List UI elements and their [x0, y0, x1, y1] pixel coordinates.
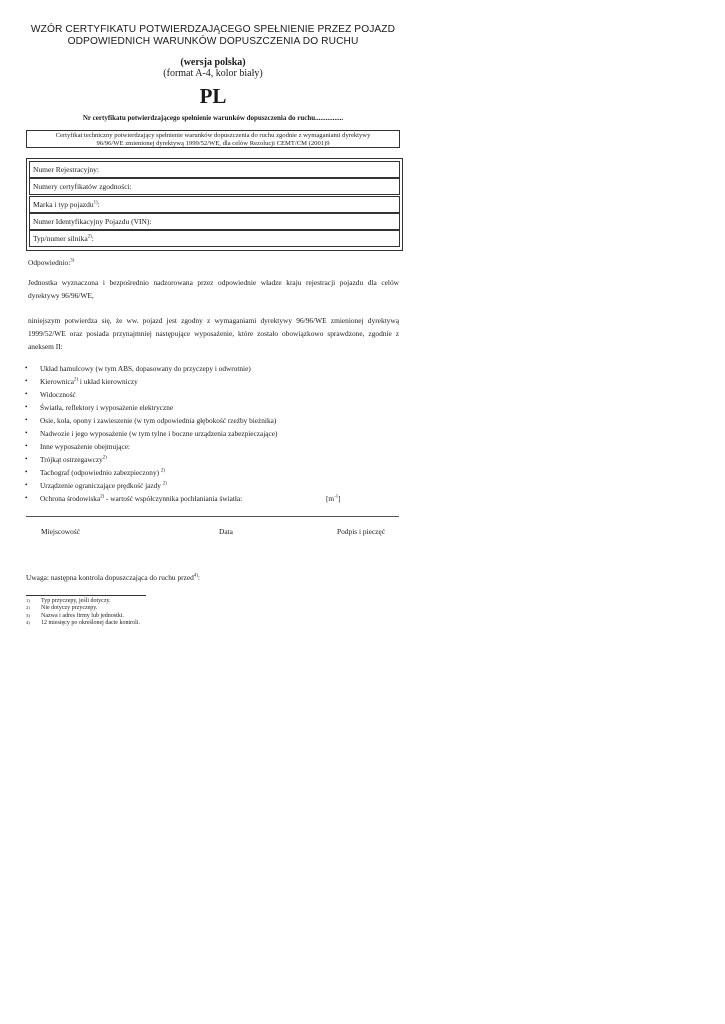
footnote-text: Nie dotyczy przyczepy.: [41, 605, 98, 612]
footnote-ref: 2): [160, 468, 165, 474]
list-item-text: Osie, koła, opony i zawieszenie (w tym odpowiednia głębokość rzeźby bieżnika): [40, 416, 277, 425]
list-item: [25, 427, 405, 440]
list-item: [25, 414, 405, 427]
list-item-text-after: i układ kierowniczy: [78, 377, 138, 386]
unit-end: ]: [338, 494, 341, 503]
version-info: [26, 57, 400, 79]
list-item-text: Ochrona środowiska: [40, 494, 101, 503]
field-label: Marka i typ pojazdu: [33, 199, 94, 209]
bullet-icon: •: [25, 468, 28, 476]
technical-box-line-2: 96/96/WE zmienionej dyrektywą 1999/52/WE, dla celów Rezolucji CEMT/CM (2001)9: [96, 140, 330, 147]
bullet-icon: •: [25, 377, 28, 385]
title-line-2: ODPOWIEDNICH WARUNKÓW DOPUSZCZENIA DO RUCHU: [67, 35, 359, 47]
footnote-item: [26, 620, 326, 627]
footnote-ref: 2): [100, 494, 105, 500]
footnote-number: 2): [26, 605, 30, 611]
list-item: [25, 388, 405, 401]
field-conformity-certificates[interactable]: [29, 178, 400, 195]
footnote-ref: 2): [102, 455, 107, 461]
format-label: (format A-4, kolor biały): [163, 68, 263, 79]
signature-divider: [26, 516, 399, 517]
footnotes: [26, 598, 326, 627]
note-text: Uwaga: następna kontrola dopuszczająca do ruchu przed: [26, 573, 194, 582]
list-item: [25, 375, 405, 388]
list-item-text-after: - wartość współczynnika pochłaniania światła:: [104, 494, 243, 503]
list-item-text: Trójkąt ostrzegawczy: [40, 455, 103, 464]
technical-box-line-1: Certyfikat techniczny potwierdzający spełnienie warunków dopuszczenia do ruchu zgodnie z wymaganiami dyrektywy: [55, 132, 371, 139]
paragraph-confirmation: niniejszym potwierdza się, że ww. pojazd jest zgodny z wymaganiami dyrektywy 96/96/WE zmienionej dyrektywą 1999/52/WE oraz posiada przynajmniej następujące wyposażenie, które zostało obowiązkowo sprawdzone, zgodnie z aneksem II:: [28, 316, 399, 351]
field-label: Numer Rejestracyjny:: [33, 165, 100, 174]
version-label: (wersja polska): [180, 57, 246, 68]
certificate-number: Nr certyfikatu potwierdzającego spełnienie warunków dopuszczenia do ruchu................: [82, 114, 344, 122]
list-item: [25, 492, 405, 505]
field-label: Typ/numer silnika: [33, 234, 88, 244]
bullet-icon: •: [25, 442, 28, 450]
footnote-ref: 3): [70, 258, 75, 264]
equipment-list: [25, 362, 405, 505]
list-item: [25, 479, 405, 492]
country-code: PL: [199, 84, 227, 108]
field-vehicle-make-type[interactable]: [29, 196, 400, 213]
field-label-suffix: :: [91, 234, 94, 244]
footnote-text: Nazwa i adres firmy lub jednostki.: [41, 612, 124, 619]
bullet-icon: •: [25, 455, 28, 463]
footnote-text: Typ przyczepy, jeśli dotyczy.: [41, 598, 111, 604]
list-item: [25, 453, 405, 466]
paragraph-designated-body: Jednostka wyznaczona i bezpośrednio nadzorowana przez odpowiednie władze kraju rejestracji pojazdu dla celów dyrektywy 96/96/WE,: [28, 278, 399, 300]
list-item-text: Kierownica: [40, 377, 75, 386]
unit-exponent: -1: [334, 494, 339, 500]
list-item-text: Inne wyposażenie obejmujące:: [40, 442, 130, 451]
list-item: [25, 401, 405, 414]
list-item-text: Światła, reflektory i wyposażenie elektryczne: [40, 403, 174, 412]
footnote-number: 3): [26, 612, 30, 618]
footnote-ref: 4): [193, 573, 198, 579]
footnote-number: 4): [26, 619, 30, 625]
odpowiednio-label: [28, 258, 74, 268]
signature-sign-stamp: Podpis i pieczęć: [337, 527, 386, 536]
footnote-item: [26, 598, 326, 605]
unit-label: [326, 492, 341, 505]
footnote-ref: 1): [93, 200, 98, 206]
footnote-item: [26, 613, 326, 620]
bullet-icon: •: [25, 390, 28, 398]
note-end: :: [197, 573, 200, 582]
footnote-number: 1): [26, 598, 30, 603]
field-label-suffix: :: [97, 199, 100, 209]
signature-date: Data: [219, 527, 233, 536]
list-item-text: Tachograf (odpowiednio zabezpieczony): [40, 468, 160, 477]
footnote-ref: 2): [162, 481, 167, 487]
document-title: [26, 24, 400, 47]
title-line-1: WZÓR CERTYFIKATU POTWIERDZAJĄCEGO SPEŁNIENIE PRZEZ POJAZD: [30, 24, 396, 35]
vehicle-fields-table: [26, 158, 403, 251]
list-item: [25, 362, 405, 375]
bullet-icon: •: [25, 494, 28, 502]
list-item: [25, 466, 405, 479]
footnote-item: [26, 605, 326, 612]
footnote-ref: 2): [87, 234, 92, 240]
footnote-text: 12 miesięcy po określonej dacie kontroli.: [41, 619, 140, 626]
unit-text: [m: [326, 494, 335, 503]
field-label: Numery certyfikatów zgodności:: [33, 182, 132, 192]
bullet-icon: •: [25, 429, 28, 437]
technical-certificate-box: [26, 130, 400, 148]
list-item-text: Nadwozie i jego wyposażenie (w tym tylne i boczne urządzenia zabezpieczające): [40, 429, 278, 438]
list-item-text: Widoczność: [40, 390, 76, 399]
signature-place: Miejscowość: [41, 527, 80, 536]
footnote-separator: [26, 595, 146, 596]
bullet-icon: •: [25, 481, 28, 489]
bullet-icon: •: [25, 416, 28, 424]
field-label: Numer Identyfikacyjny Pojazdu (VIN):: [33, 216, 152, 226]
field-registration-number[interactable]: [29, 161, 400, 178]
field-vin[interactable]: [29, 213, 400, 230]
field-engine-type[interactable]: [29, 230, 400, 247]
odpowiednio-text: Odpowiednio:: [28, 258, 71, 267]
bullet-icon: •: [25, 364, 28, 372]
list-item-text: Urządzenie ograniczające prędkość jazdy: [40, 481, 161, 490]
list-item: [25, 440, 405, 453]
bullet-icon: •: [25, 403, 28, 411]
list-item-text: Układ hamulcowy (w tym ABS, dopasowany do przyczepy i odwrotnie): [40, 364, 251, 373]
footnote-ref: 2): [74, 377, 79, 383]
next-inspection-note: [26, 573, 200, 582]
